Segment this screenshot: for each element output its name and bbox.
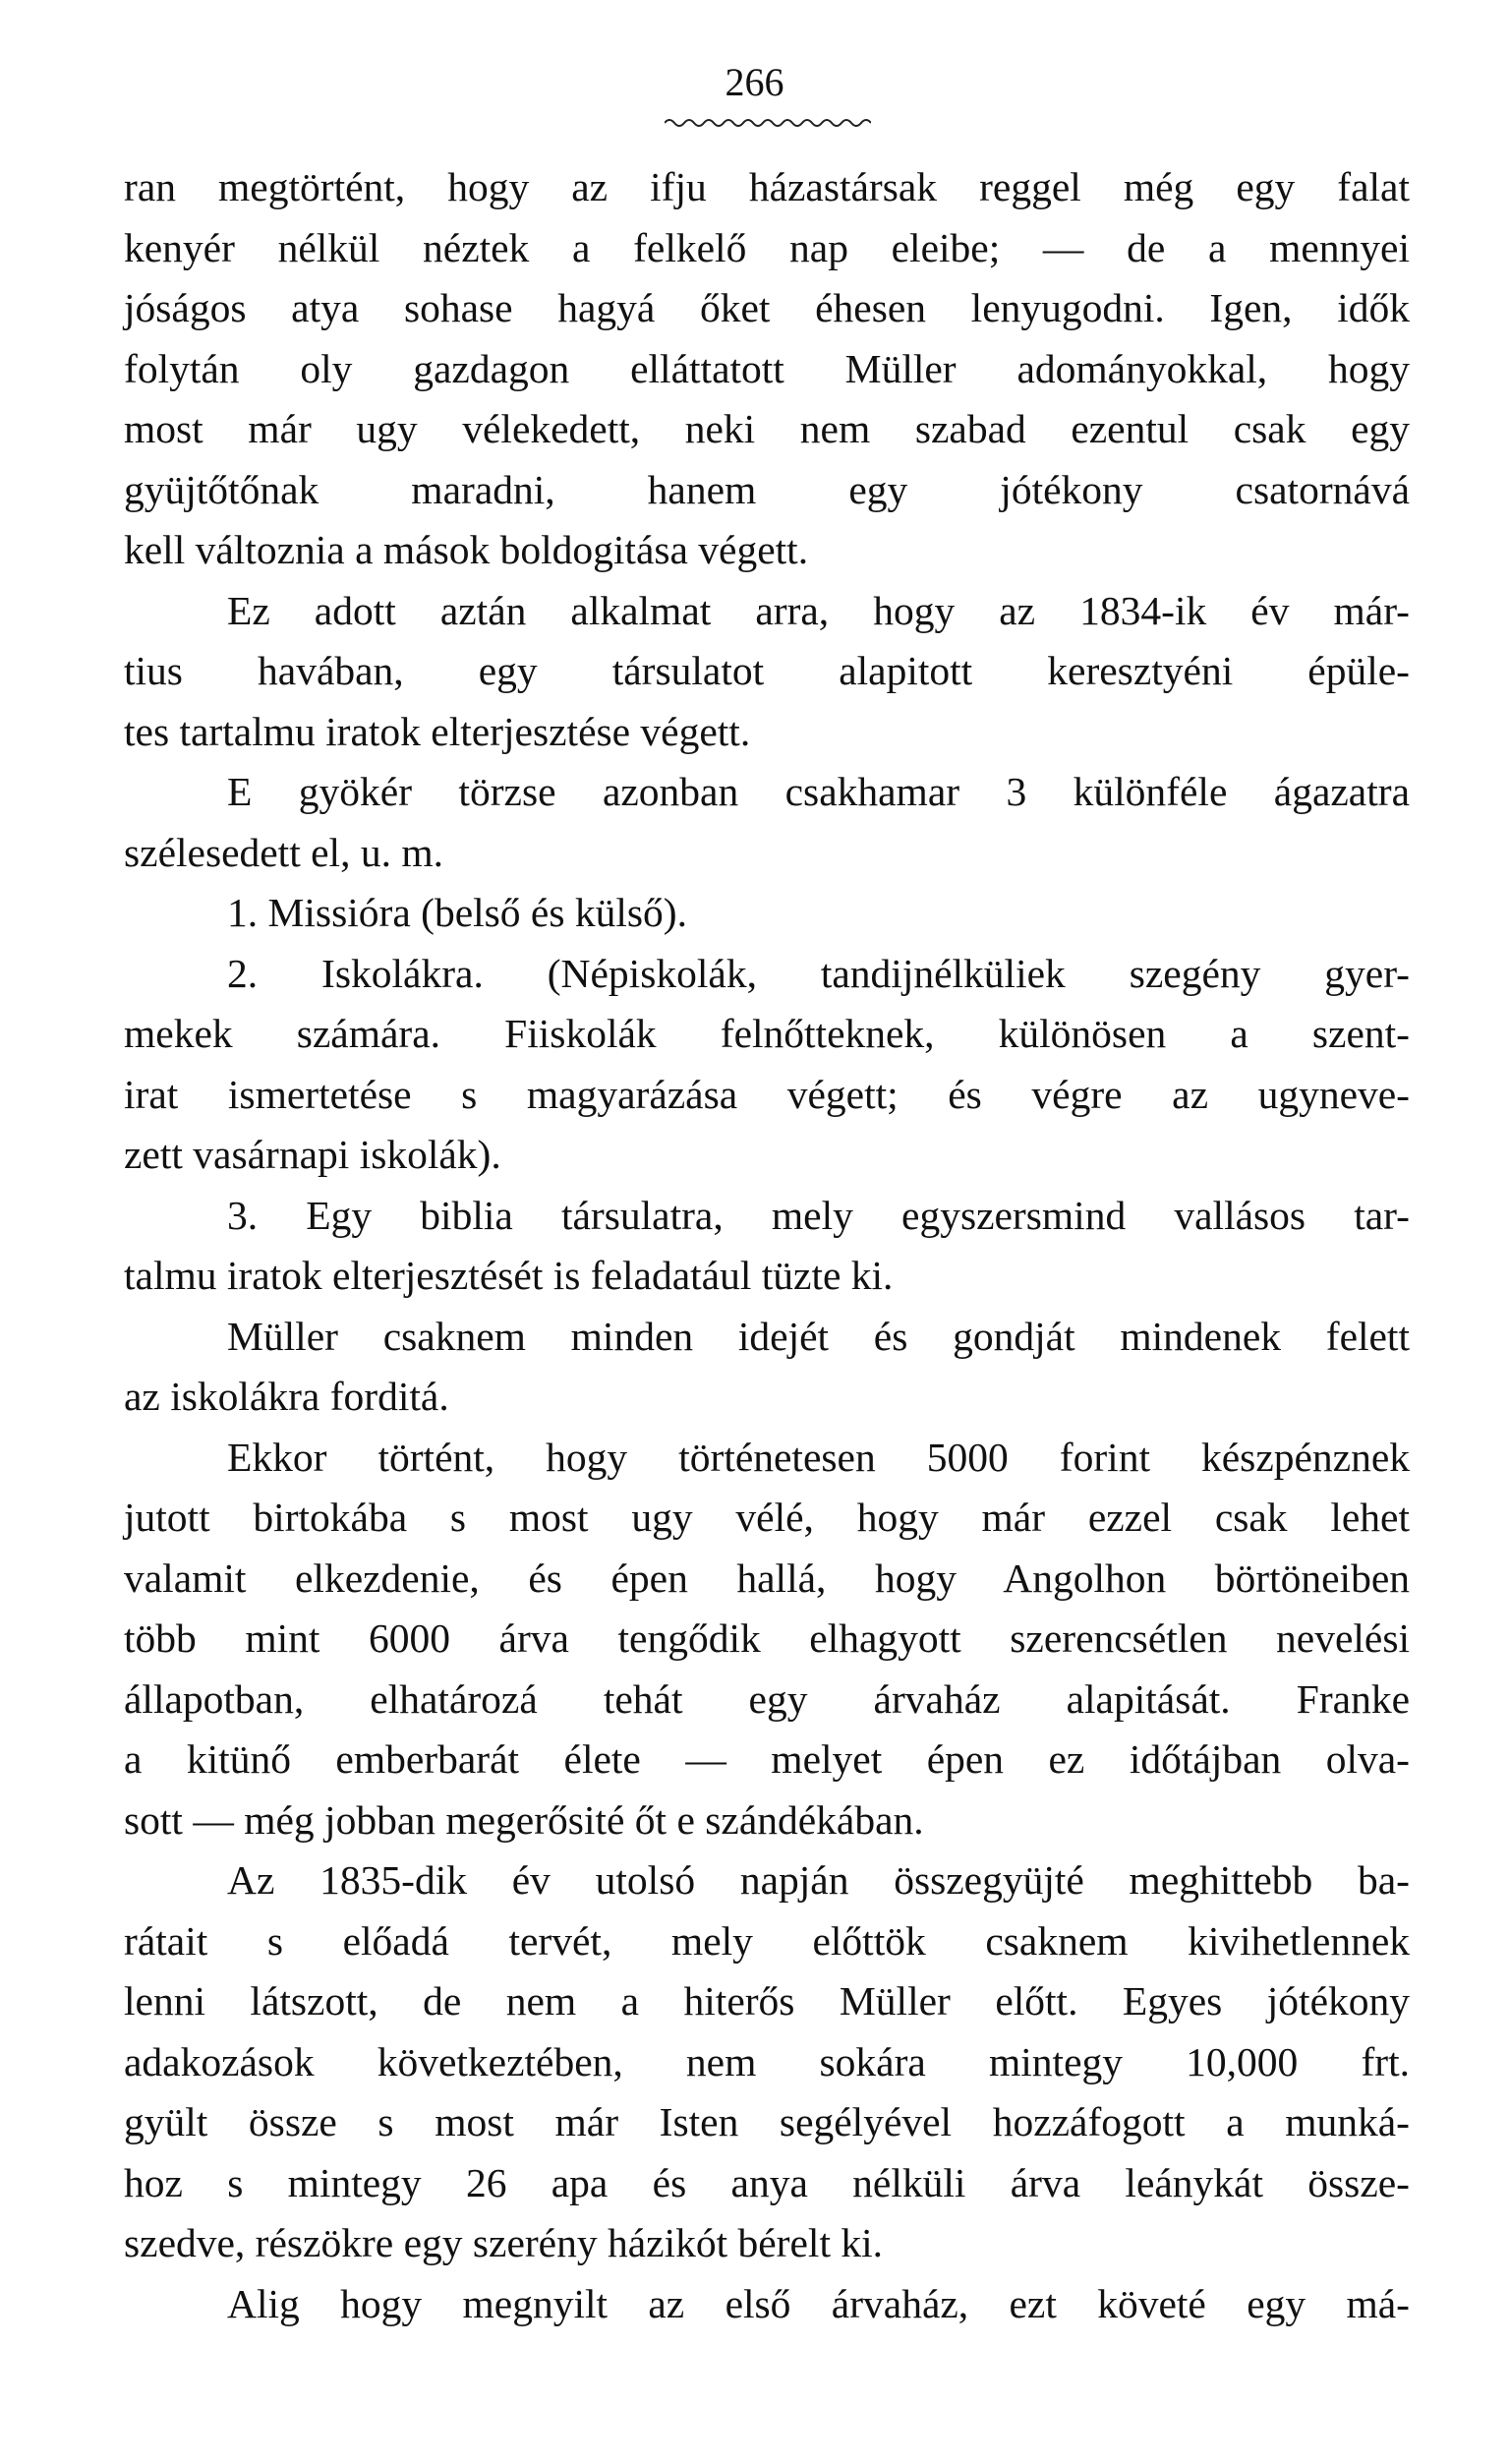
text-line: 1. Missióra (belső és külső). (227, 890, 687, 935)
text-line: most már ugy vélekedett, neki nem szabad ezentul csak egy (124, 406, 1410, 451)
text-line: Az 1835-dik év utolsó napján összegyüjté meghittebb ba- (227, 1857, 1410, 1903)
text-line: rátait s előadá tervét, mely előttök csaknem kivihetlennek (124, 1917, 1410, 1964)
text-line: ran megtörtént, hogy az ifju házastársak reggel még egy falat (124, 164, 1410, 209)
text-line: valamit elkezdenie, és épen hallá, hogy Angolhon börtöneiben (124, 1555, 1410, 1601)
text-line: tius havában, egy társulatot alapitott keresztyéni épüle- (124, 648, 1410, 693)
text-line: 2. Iskolákra. (Népiskolák, tandijnélküliek szegény gyer- (227, 950, 1410, 996)
body-text (124, 157, 1410, 2334)
page-number-ornament (665, 116, 871, 130)
text-line: folytán oly gazdagon elláttatott Müller adományokkal, hogy (124, 345, 1410, 391)
text-line: Alig hogy megnyilt az első árvaház, ezt követé egy má- (227, 2280, 1410, 2326)
text-line: E gyökér törzse azonban csakhamar 3 különféle ágazatra (227, 769, 1410, 814)
text-line: tes tartalmu iratok elterjesztése végett. (124, 708, 751, 754)
text-line: hoz s mintegy 26 apa és anya nélküli árva leánykát össze- (124, 2159, 1410, 2205)
text-line: lenni látszott, de nem a hiterős Müller előtt. Egyes jótékony (124, 1978, 1410, 2024)
text-line: sott — még jobban megerősité őt e szándékában. (124, 1796, 924, 1843)
text-line: gyült össze s most már Isten segélyével hozzáfogott a munká- (124, 2099, 1410, 2144)
text-line: 3. Egy biblia társulatra, mely egyszersmind vallásos tar- (227, 1192, 1410, 1238)
text-line: az iskolákra forditá. (124, 1374, 449, 1419)
text-line: Müller csaknem minden idejét és gondját mindenek felett (227, 1313, 1410, 1359)
text-line: talmu iratok elterjesztését is feladatául tüzte ki. (124, 1253, 894, 1298)
text-line: zett vasárnapi iskolák). (124, 1132, 501, 1177)
text-line: Ez adott aztán alkalmat arra, hogy az 1834-ik év már- (227, 587, 1410, 633)
page-number: 266 (725, 60, 784, 104)
text-line: gyüjtőtőnak maradni, hanem egy jótékony csatornává (124, 466, 1410, 512)
text-line: mekek számára. Fiiskolák felnőtteknek, különösen a szent- (124, 1011, 1410, 1056)
text-line: állapotban, elhatározá tehát egy árvaház alapitását. Franke (124, 1675, 1410, 1722)
text-line: a kitünő emberbarát élete — melyet épen ez időtájban olva- (124, 1736, 1410, 1782)
text-line: szedve, részökre egy szerény házikót bérelt ki. (124, 2220, 884, 2265)
text-line: kenyér nélkül néztek a felkelő nap eleibe; — de a mennyei (124, 224, 1410, 270)
text-line: adakozások következtében, nem sokára mintegy 10,000 frt. (124, 2038, 1410, 2084)
text-line: több mint 6000 árva tengődik elhagyott szerencsétlen nevelési (124, 1615, 1410, 1661)
text-line: Ekkor történt, hogy történetesen 5000 forint készpénznek (227, 1434, 1410, 1480)
text-line: szélesedett el, u. m. (124, 829, 443, 875)
text-line: jóságos atya sohase hagyá őket éhesen lenyugodni. Igen, idők (124, 285, 1410, 330)
text-line: kell változnia a mások boldogitása végett. (124, 527, 809, 572)
text-line: jutott birtokába s most ugy vélé, hogy már ezzel csak lehet (124, 1495, 1410, 1540)
text-line: irat ismertetése s magyarázása végett; és végre az ugyneve- (124, 1071, 1410, 1117)
